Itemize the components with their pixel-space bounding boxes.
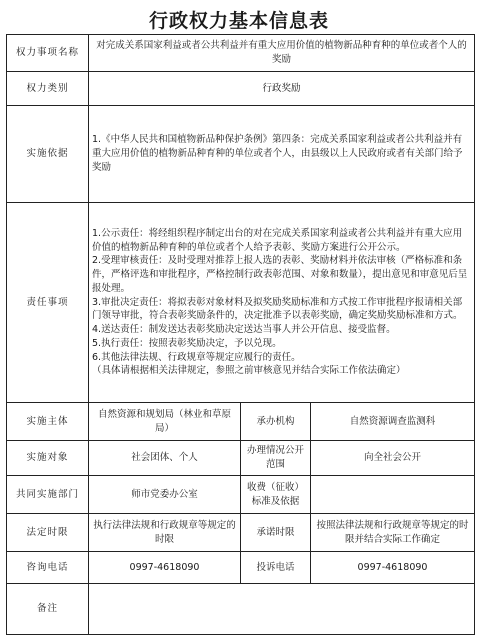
subject-value: 自然资源和规划局（林业和草原局）: [89, 403, 241, 441]
row-basis: [7, 106, 475, 203]
legal-limit-label: 法定时限: [7, 514, 89, 552]
remark-value: [89, 584, 475, 635]
remark-label: 备注: [7, 584, 89, 635]
item-name-value: 对完成关系国家利益或者公共利益并有重大应用价值的植物新品种育种的单位或者个人的奖励: [89, 35, 475, 72]
subject-label: 实施主体: [7, 403, 89, 441]
responsibility-label: 责任事项: [7, 203, 89, 403]
fee-label: 收费（征收）标准及依据: [241, 476, 311, 514]
info-table: [6, 34, 475, 635]
page-title: 行政权力基本信息表: [148, 10, 329, 32]
consult-phone-label: 咨询电话: [7, 552, 89, 584]
responsibility-item: 1.公示责任：将经组织程序制定出台的对在完成关系国家利益或者公共利益并有重大应用价值的植物新品种育种的单位或者个人给予表彰、奖励方案进行公开公示。: [92, 227, 463, 253]
category-label: 权力类别: [7, 72, 89, 106]
row-time-limit: [7, 514, 475, 552]
public-scope-value: 向全社会公开: [311, 441, 475, 476]
responsibility-item: 2.受理审核责任：及时受理对推荐上报人选的表彰、奖励材料并依法审核（严格标准和条件，严格评选和审批程序，严格控制行政表彰范围、对象和数量），提出意见和审意见后呈报处理。: [92, 255, 468, 294]
target-value: 社会团体、个人: [89, 441, 241, 476]
fee-value: [311, 476, 475, 514]
promise-limit-label: 承诺时限: [241, 514, 311, 552]
basis-label: 实施依据: [7, 106, 89, 203]
row-remark: [7, 584, 475, 635]
responsibility-item: 6.其他法律法规、行政规章等规定应履行的责任。: [92, 351, 301, 363]
row-category: [7, 72, 475, 106]
complaint-phone-value: 0997-4618090: [311, 552, 475, 584]
item-name-label: 权力事项名称: [7, 35, 89, 72]
row-item-name: [7, 35, 475, 72]
public-scope-label: 办理情况公开范围: [241, 441, 311, 476]
row-responsibility: [7, 203, 475, 403]
legal-limit-value: 执行法律法规和行政规章等规定的时限: [89, 514, 241, 552]
co-dept-label: 共同实施部门: [7, 476, 89, 514]
promise-limit-value: 按照法律法规和行政规章等规定的时限并结合实际工作确定: [311, 514, 475, 552]
undertaker-label: 承办机构: [241, 403, 311, 441]
co-dept-value: 师市党委办公室: [89, 476, 241, 514]
undertaker-value: 自然资源调查监测科: [311, 403, 475, 441]
target-label: 实施对象: [7, 441, 89, 476]
responsibility-value: [89, 203, 475, 403]
row-phone: [7, 552, 475, 584]
responsibility-item: 3.审批决定责任：将拟表彰对象材料及拟奖励奖励标准和方式按工作审批程序报请相关部门领导审批，符合表彰奖励条件的，决定批准予以表彰奖励，确定奖励奖励标准和方式。: [92, 296, 463, 322]
row-subject: [7, 403, 475, 441]
category-value: 行政奖励: [89, 72, 475, 106]
basis-value: 1.《中华人民共和国植物新品种保护条例》第四条：完成关系国家利益或者公共利益并有重大应用价值的植物新品种育种的单位或者个人，由县级以上人民政府或者有关部门给予奖励: [89, 106, 475, 203]
responsibility-item: 4.送达责任：制发送达表彰奖励决定送达当事人并公开信息、接受监督。: [92, 324, 396, 336]
responsibility-item: （具体请根据相关法律规定，参照之前审核意见并结合实际工作依法确定）: [92, 365, 406, 377]
responsibility-item: 5.执行责任：按照表彰奖励决定，予以兑现。: [92, 337, 282, 349]
consult-phone-value: 0997-4618090: [89, 552, 241, 584]
row-target: [7, 441, 475, 476]
row-co-dept: [7, 476, 475, 514]
complaint-phone-label: 投诉电话: [241, 552, 311, 584]
